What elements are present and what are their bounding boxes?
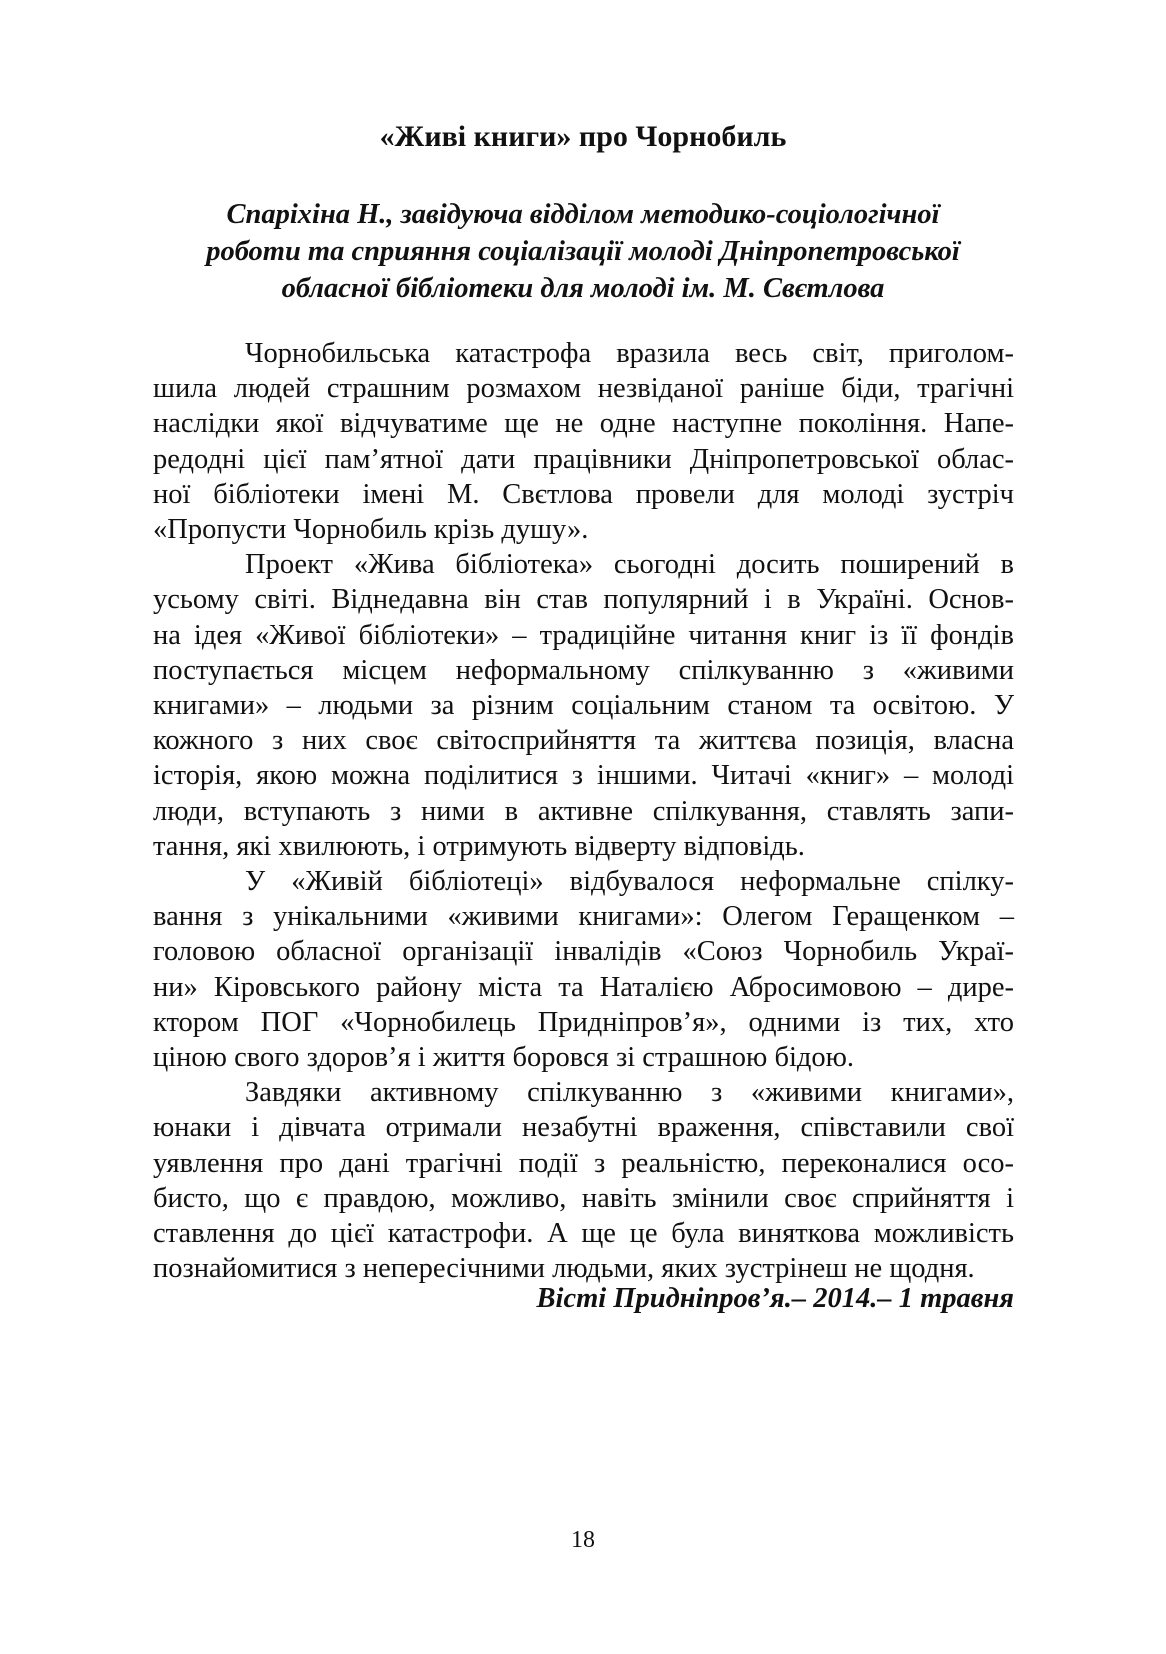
author-byline	[160, 196, 1006, 307]
author-line: обласної бібліотеки для молоді ім. М. Свєтлова	[281, 273, 885, 304]
text-line: ціною свого здоров’я і життя боровся зі страшною бідою.	[153, 1042, 855, 1074]
text-line: книгами» – людьми за різним соціальним станом та освітою. У	[153, 690, 1014, 722]
text-line: поступається місцем неформальному спілкуванню з «живими	[153, 654, 1014, 686]
text-line: Завдяки активному спілкуванню з «живими книгами»,	[245, 1077, 1014, 1109]
text-line: ставлення до цієї катастрофи. А ще це була виняткова можливість	[153, 1218, 1014, 1250]
author-line: Спаріхіна Н., завідуюча відділом методико-соціологічної	[226, 199, 940, 230]
article-title: «Живі книги» про Чорнобиль	[379, 120, 787, 153]
text-line: на ідея «Живої бібліотеки» – традиційне читання книг із її фондів	[153, 619, 1014, 651]
text-line: усьому світі. Віднедавна він став популярний і в Україні. Основ-	[153, 584, 1014, 616]
text-line: шила людей страшним розмахом незвіданої раніше біди, трагічні	[153, 373, 1014, 405]
text-line: історія, якою можна поділитися з іншими. Читачі «книг» – молоді	[153, 760, 1014, 792]
text-line: кожного з них своє світосприйняття та життєва позиція, власна	[153, 725, 1014, 757]
page-number: 18	[571, 1527, 595, 1553]
text-line: юнаки і дівчата отримали незабутні враження, співставили свої	[153, 1112, 1014, 1144]
text-line: познайомитися з непересічними людьми, яких зустрінеш не щодня.	[153, 1253, 975, 1285]
text-line: ної бібліотеки імені М. Свєтлова провели для молоді зустріч	[153, 478, 1014, 510]
text-line: бисто, що є правдою, можливо, навіть змінили своє сприйняття і	[153, 1182, 1014, 1214]
text-line: уявлення про дані трагічні події з реальністю, переконалися осо-	[153, 1147, 1014, 1179]
text-line: головою обласної організації інвалідів «Союз Чорнобиль Украї-	[153, 936, 1014, 968]
text-line: редодні цієї пам’ятної дати працівники Дніпропетровської облас-	[153, 443, 1014, 475]
paragraph	[153, 547, 1014, 864]
source-citation: Вісті Придніпров’я.– 2014.– 1 травня	[536, 1283, 1014, 1314]
text-line: вання з унікальними «живими книгами»: Олегом Геращенком –	[153, 901, 1014, 933]
paragraph	[153, 864, 1014, 1075]
author-line: роботи та сприяння соціалізації молоді Дніпропетровської	[206, 236, 960, 267]
article-body	[153, 336, 1014, 1286]
text-line: наслідки якої відчуватиме ще не одне наступне покоління. Напе-	[153, 408, 1014, 440]
text-line: У «Живій бібліотеці» відбувалося неформальне спілку-	[245, 866, 1014, 898]
text-line: «Пропусти Чорнобиль крізь душу».	[153, 514, 589, 546]
text-line: Проект «Жива бібліотека» сьогодні досить поширений в	[245, 549, 1014, 581]
paragraph	[153, 1075, 1014, 1286]
text-line: тання, які хвилюють, і отримують відверту відповідь.	[153, 830, 805, 862]
text-line: Чорнобильська катастрофа вразила весь світ, приголом-	[245, 338, 1014, 369]
paragraph	[153, 336, 1014, 547]
text-line: ни» Кіровського району міста та Наталією Абросимовою – дире-	[153, 971, 1014, 1003]
text-line: люди, вступають з ними в активне спілкування, ставлять запи-	[153, 795, 1014, 827]
text-line: ктором ПОГ «Чорнобилець Придніпров’я», одними із тих, хто	[153, 1006, 1014, 1038]
